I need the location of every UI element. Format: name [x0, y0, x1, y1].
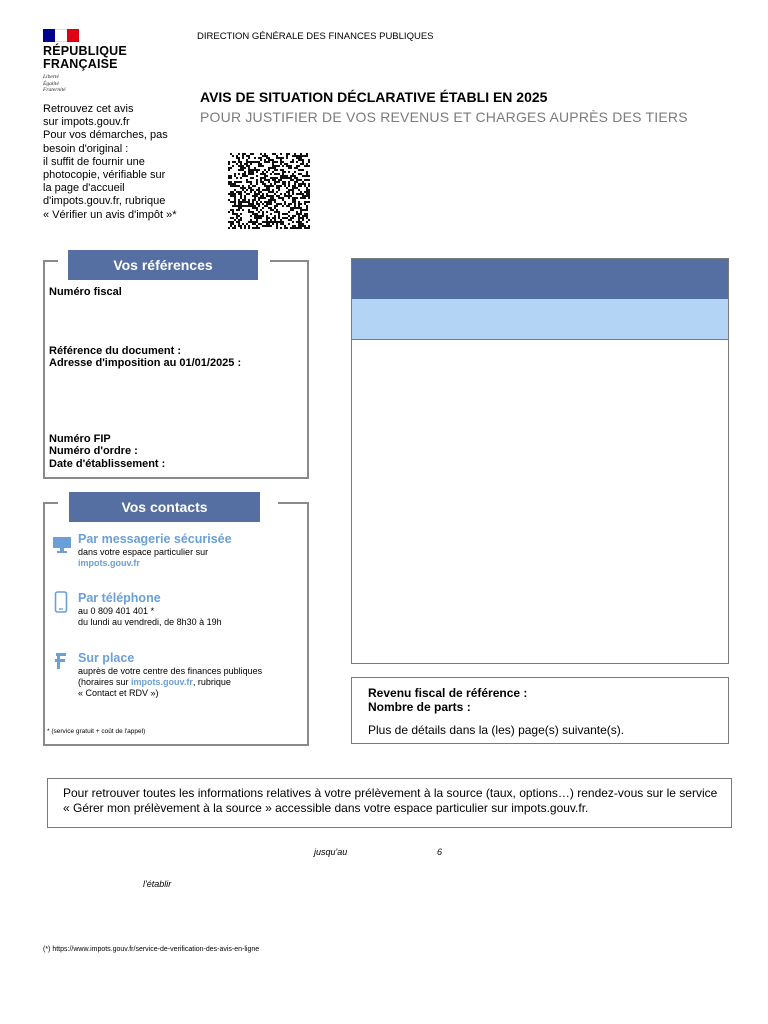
- intro-line: il suffit de fournir une: [43, 155, 145, 168]
- sur-place-title: Sur place: [78, 651, 135, 665]
- numero-fip-label: Numéro FIP: [49, 433, 111, 445]
- fragment-six: 6: [437, 847, 443, 857]
- sur-place-prefix: (horaires sur: [78, 677, 132, 687]
- intro-text: [43, 103, 193, 222]
- document-subtitle: POUR JUSTIFIER DE VOS REVENUS ET CHARGES AUPRÈS DES TIERS: [200, 109, 688, 125]
- footnote-url: (*) https://www.impots.gouv.fr/service-de-verification-des-avis-en-ligne: [43, 946, 260, 953]
- sur-place-line2: [78, 677, 231, 688]
- intro-line: Retrouvez cet avis: [43, 103, 134, 115]
- marianne-building-icon: [53, 651, 69, 671]
- nombre-parts-label: Nombre de parts :: [368, 700, 471, 714]
- numero-fiscal-label: Numéro fiscal: [49, 286, 122, 298]
- sur-place-link[interactable]: impots.gouv.fr: [131, 677, 193, 687]
- intro-line: photocopie, vérifiable sur: [43, 169, 166, 182]
- intro-line: sur impots.gouv.fr: [43, 116, 130, 129]
- intro-line: Pour vos démarches, pas: [43, 129, 168, 142]
- adresse-label: Adresse d'imposition au 01/01/2025 :: [49, 357, 242, 369]
- telephone-hours: du lundi au vendredi, de 8h30 à 19h: [78, 617, 222, 627]
- sur-place-suffix: , rubrique: [192, 677, 231, 687]
- computer-icon: [52, 535, 72, 555]
- phone-icon: [54, 591, 68, 613]
- fragment-etablir: l'établir: [143, 879, 172, 889]
- numero-ordre-label: Numéro d'ordre :: [49, 445, 138, 457]
- sur-place-line1: auprès de votre centre des finances publiques: [78, 666, 263, 676]
- intro-line: d'impots.gouv.fr, rubrique: [43, 195, 166, 208]
- agency-name: DIRECTION GÉNÉRALE DES FINANCES PUBLIQUES: [197, 31, 434, 42]
- summary-panel-header: [352, 259, 728, 299]
- references-tab: Vos références: [68, 250, 258, 280]
- summary-panel-subheader: [352, 299, 728, 340]
- intro-line: besoin d'original :: [43, 142, 129, 155]
- logo-motto: Liberté Égalité Fraternité: [43, 74, 66, 93]
- contacts-note: * (service gratuit + coût de l'appel): [47, 728, 146, 735]
- revenu-fiscal-label: Revenu fiscal de référence :: [368, 686, 528, 700]
- logo-name: RÉPUBLIQUE FRANÇAISE: [43, 44, 127, 71]
- contacts-tab: Vos contacts: [69, 492, 260, 522]
- sur-place-line3: « Contact et RDV »): [78, 688, 159, 698]
- document-title: AVIS DE SITUATION DÉCLARATIVE ÉTABLI EN 2025: [200, 89, 548, 105]
- more-details-text: Plus de détails dans la (les) page(s) suivante(s).: [368, 723, 625, 737]
- messagerie-title: Par messagerie sécurisée: [78, 532, 232, 546]
- reference-document-label: Référence du document :: [49, 345, 182, 357]
- date-etablissement-label: Date d'établissement :: [49, 458, 166, 470]
- french-flag-icon: [43, 29, 79, 42]
- prelevement-text: Pour retrouver toutes les informations relatives à votre prélèvement à la source (taux, options…) rendez-vous sur le service « Gérer mon prélèvement à la source » accessible dans votre espace particulier sur impots.gouv.fr.: [63, 786, 718, 815]
- fragment-jusqu: jusqu'au: [314, 847, 348, 857]
- intro-line: « Vérifier un avis d'impôt »*: [43, 208, 177, 221]
- 2d-barcode: [228, 152, 310, 229]
- telephone-title: Par téléphone: [78, 591, 161, 605]
- messagerie-text: dans votre espace particulier sur: [78, 547, 209, 557]
- intro-line: la page d'accueil: [43, 182, 125, 195]
- telephone-number: au 0 809 401 401 *: [78, 606, 155, 616]
- messagerie-link[interactable]: impots.gouv.fr: [78, 558, 140, 568]
